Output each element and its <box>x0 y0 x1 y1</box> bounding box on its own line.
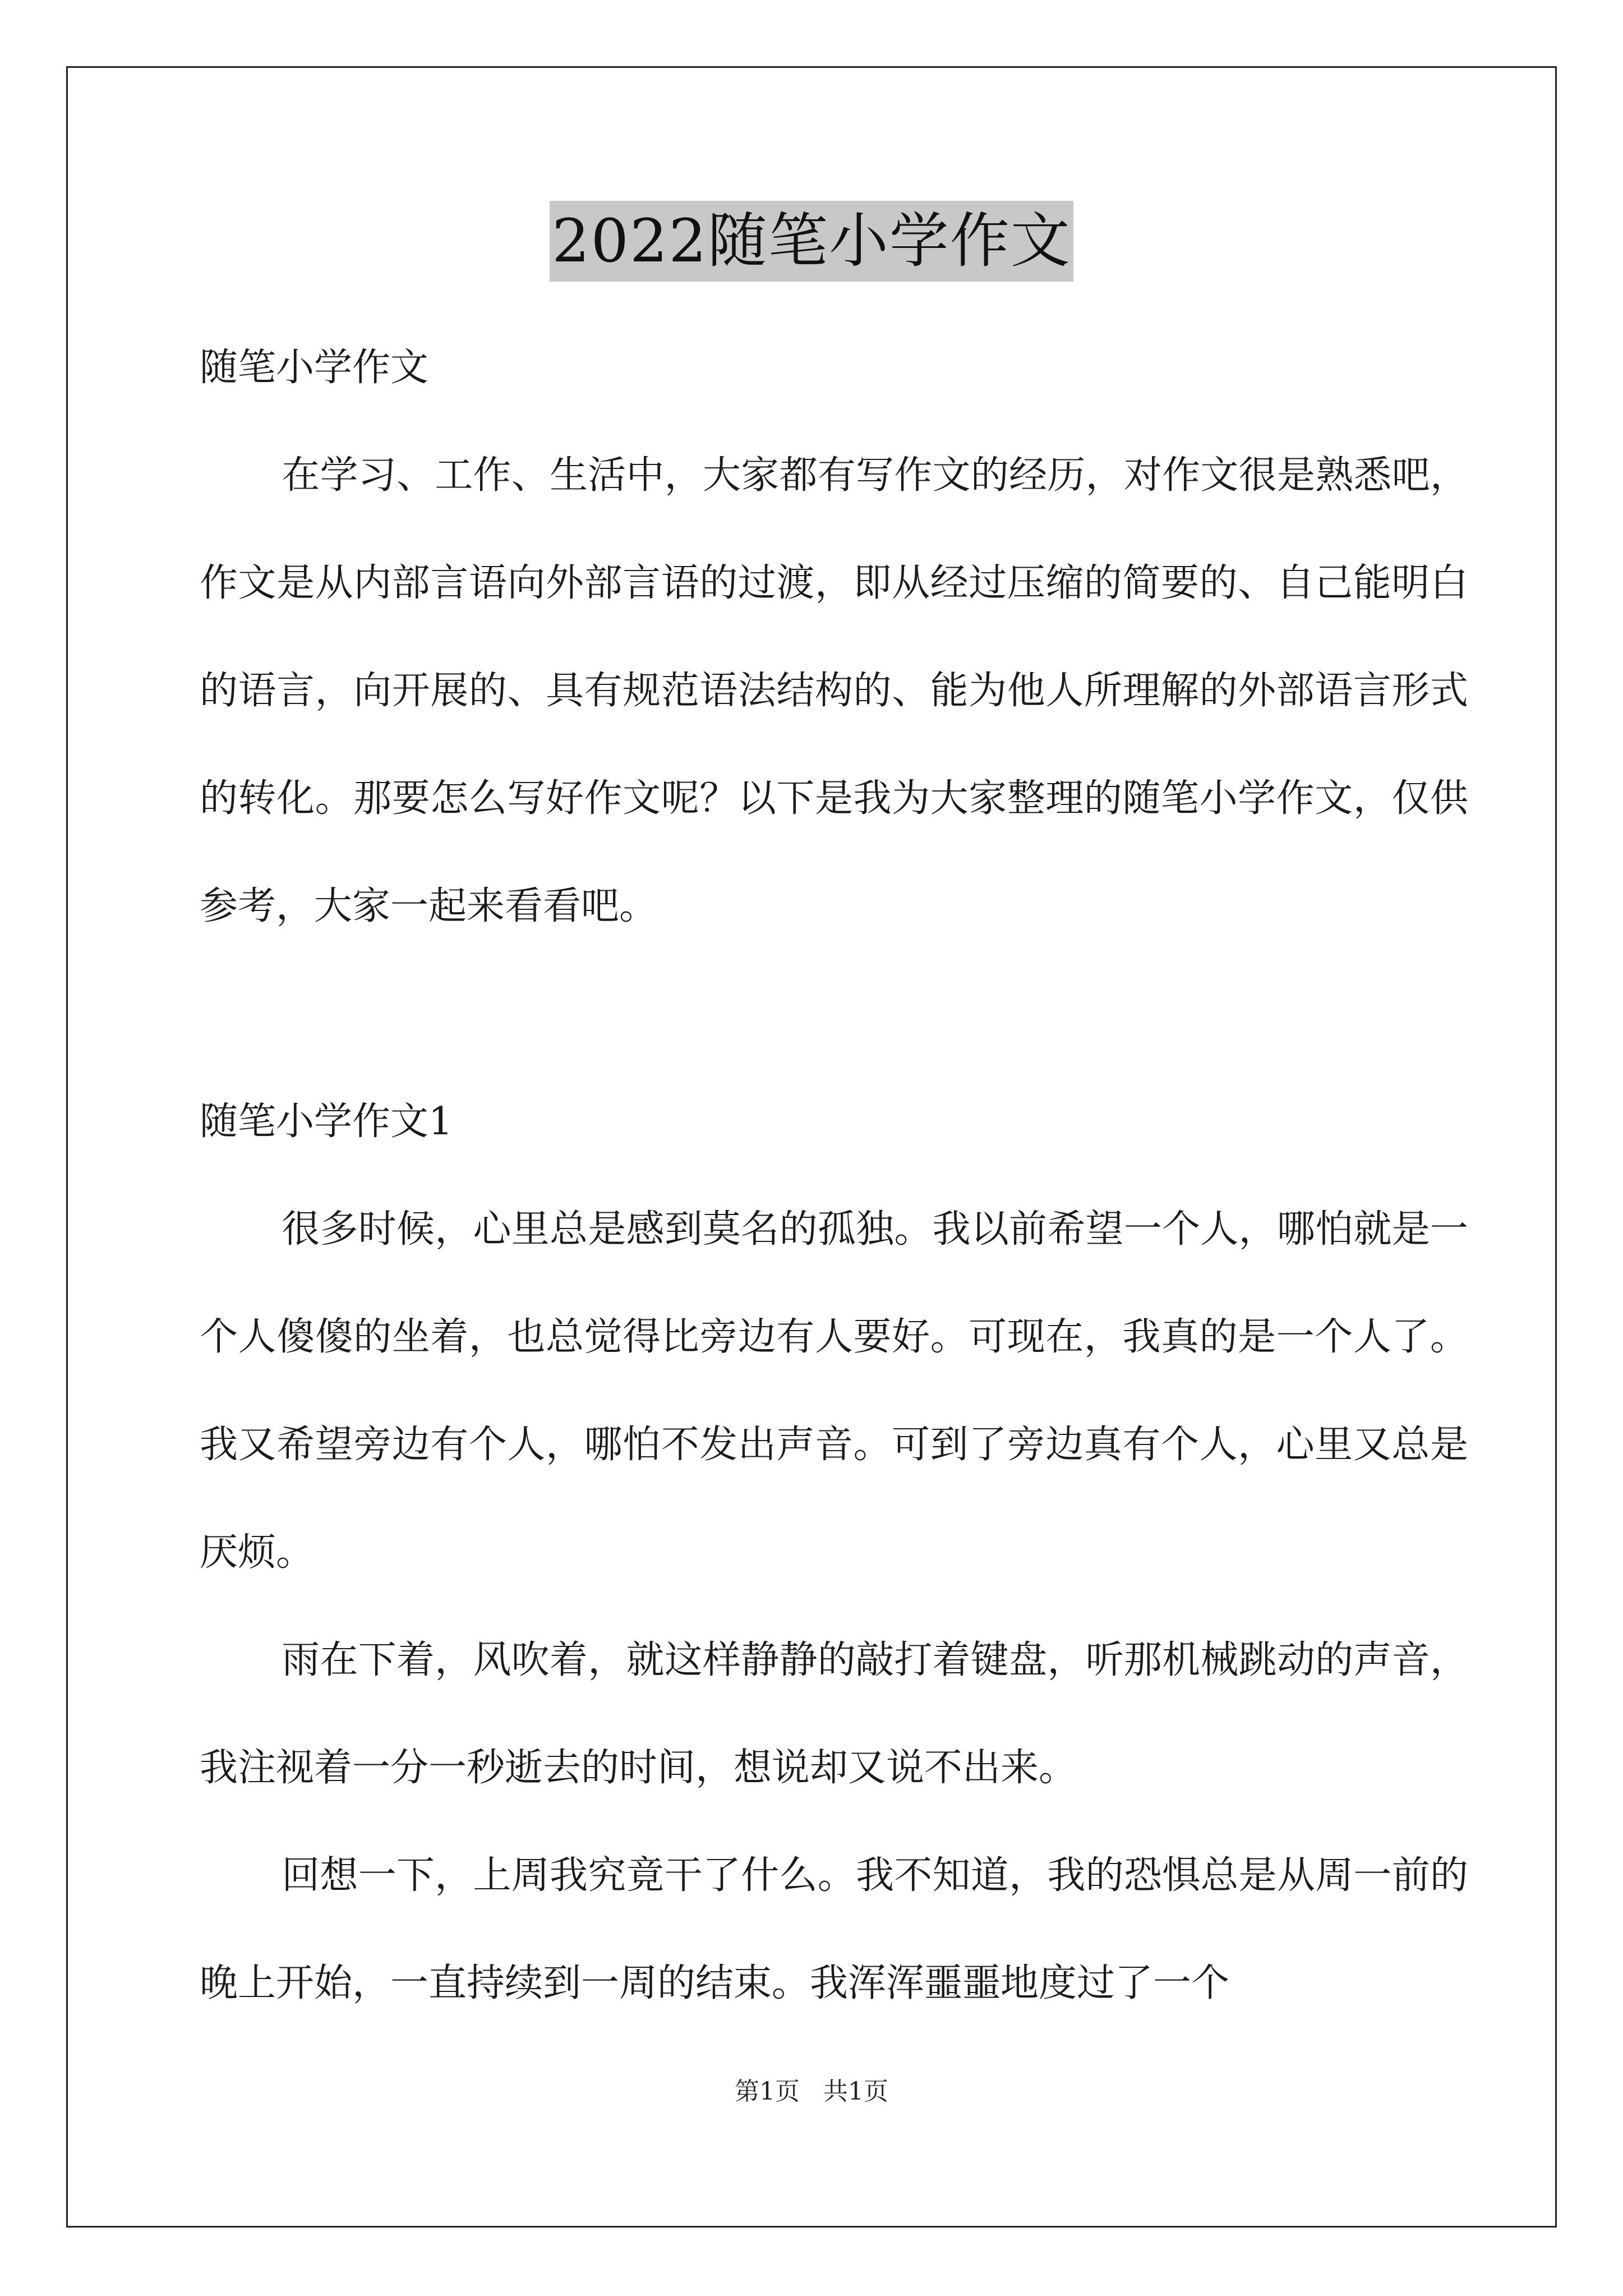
section-spacer <box>200 960 1468 1068</box>
section1-paragraph-1: 很多时候，心里总是感到莫名的孤独。我以前希望一个人，哪怕就是一个人傻傻的坐着，也总觉得比旁边有人要好。可现在，我真的是一个人了。我又希望旁边有个人，哪怕不发出声音。可到了旁边真有个人，心里又总是厌烦。 <box>200 1207 1468 1575</box>
document-title: 2022随笔小学作文 <box>550 201 1073 282</box>
title-container <box>0 201 1623 282</box>
document-body <box>200 314 1468 2037</box>
page-footer: 第1页 共1页 <box>735 2077 888 2106</box>
section1-heading: 随笔小学作文1 <box>200 1099 453 1144</box>
section1-paragraph-3: 回想一下，上周我究竟干了什么。我不知道，我的恐惧总是从周一前的晚上开始，一直持续到一周的结束。我浑浑噩噩地度过了一个 <box>200 1853 1468 2005</box>
section1-paragraph-2: 雨在下着，风吹着，就这样静静的敲打着键盘，听那机械跳动的声音，我注视着一分一秒逝去的时间，想说却又说不出来。 <box>200 1638 1468 1790</box>
intro-heading: 随笔小学作文 <box>200 346 429 390</box>
intro-paragraph: 在学习、工作、生活中，大家都有写作文的经历，对作文很是熟悉吧，作文是从内部言语向外部言语的过渡，即从经过压缩的简要的、自己能明白的语言，向开展的、具有规范语法结构的、能为他人所理解的外部语言形式的转化。那要怎么写好作文呢？以下是我为大家整理的随笔小学作文，仅供参考，大家一起来看看吧。 <box>200 453 1468 928</box>
